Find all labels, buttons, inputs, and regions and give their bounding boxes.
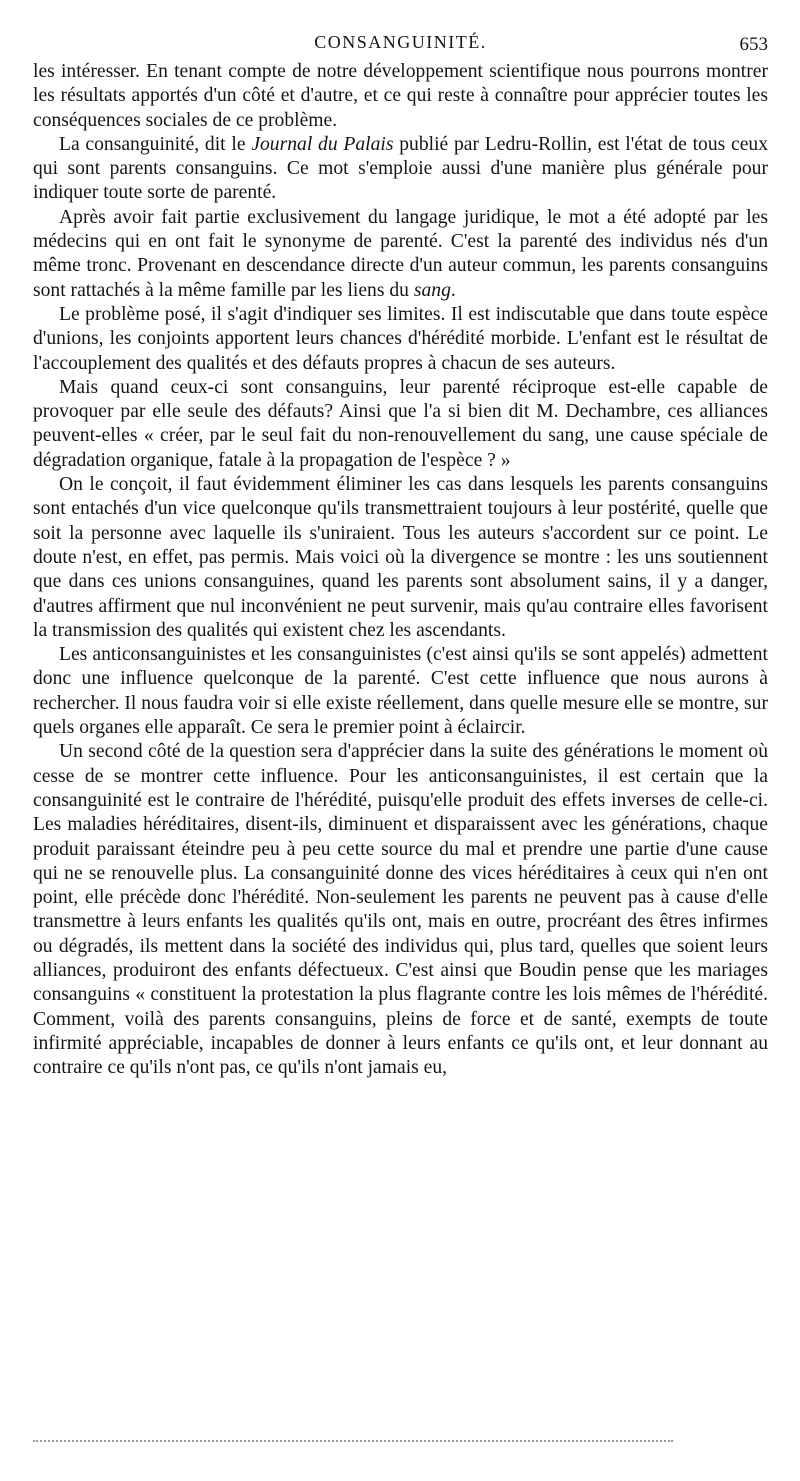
paragraph-8: Un second côté de la question sera d'apprécier dans la suite des générations le moment où cesse de se montrer cette influence. Pour les anticonsanguinistes, il est certain que la consanguinité est le contraire de l'hérédité, puisqu'elle produit des effets inverses de celle-ci. Les maladies héréditaires, disent-ils, diminuent et disparaissent avec les générations, chaque produit paraissant éteindre peu à peu cette source du mal et prendre une partie d'une cause qui ne se renouvelle plus. La consanguinité donne des vices héréditaires à ceux qui n'en ont point, elle précède donc l'hérédité. Non-seulement les parents ne peuvent pas à cause d'elle transmettre à leurs enfants les qualités qu'ils ont, mais en outre, procréant des êtres infirmes ou dégradés, ils mettent dans la société des individus qui, plus tard, quelles que soient leurs alliances, produiront des enfants défectueux. C'est ainsi que Boudin pense que les mariages consanguins « constituent la protestation la plus flagrante contre les lois mêmes de l'hérédité. Comment, voilà des parents consanguins, pleins de force et de santé, exempts de toute infirmité appréciable, incapables de donner à leurs enfants ce qu'ils ont, et leur donnant au contraire ce qu'ils n'ont pas, ce qu'ils n'ont jamais eu,	[33, 741, 768, 1079]
paragraph-2	[33, 133, 768, 206]
running-title: CONSANGUINITÉ.	[314, 32, 487, 52]
paragraph-7: Les anticonsanguinistes et les consanguinistes (c'est ainsi qu'ils se sont appelés) admettent donc une influence quelconque de la parenté. C'est cette influence que nous aurons à rechercher. Il nous faudra voir si elle existe réellement, dans quelle mesure elle se montre, sur quels organes elle apparaît. Ce sera le premier point à éclaircir.	[33, 644, 768, 739]
paragraph-6: On le conçoit, il faut évidemment éliminer les cas dans lesquels les parents consanguins sont entachés d'un vice quelconque qu'ils transmettraient toujours à leur postérité, quelle que soit la personne avec laquelle ils s'uniraient. Tous les auteurs s'accordent sur ce point. Le doute n'est, en effet, pas permis. Mais voici où la divergence se montre : les uns soutiennent que dans ces unions consanguines, quand les parents sont absolument sains, il y a danger, d'autres affirment que nul inconvénient ne peut survenir, mais qu'au contraire elles favorisent la transmission des qualités qui existent chez les ascendants.	[33, 474, 768, 641]
paragraph-1: les intéresser. En tenant compte de notre développement scientifique nous pourrons montrer les résultats apportés d'un côté et d'autre, et ce qui reste à connaître pour apprécier toutes les conséquences sociales de ce problème.	[33, 61, 768, 131]
footer-scan-artifact	[33, 1440, 673, 1442]
paragraph-4: Le problème posé, il s'agit d'indiquer ses limites. Il est indiscutable que dans toute espèce d'unions, les conjoints apportent leurs chances d'hérédité morbide. L'enfant est le résultat de l'accouplement des qualités et des défauts propres à chacun de ses auteurs.	[33, 303, 768, 374]
paragraph-3-before: Après avoir fait partie exclusivement du langage juridique, le mot a été adopté par les médecins qui en ont fait le synonyme de parenté. C'est la parenté des individus nés d'un même tronc. Provenant en descendance directe d'un auteur commun, les parents consanguins sont rattachés à la même famille par les liens du	[33, 206, 768, 301]
page-number: 653	[739, 34, 768, 55]
paragraph-2-after: publié par Ledru-Rollin, est l'état de tous ceux qui sont parents consanguins. Ce mot s'emploie aussi d'une manière plus générale pour indiquer toute sorte de parenté.	[33, 133, 769, 204]
running-head	[33, 26, 768, 56]
journal-title: Journal du Palais	[251, 133, 394, 155]
paragraph-3-after: .	[450, 279, 456, 301]
italic-word: sang	[413, 279, 451, 301]
paragraph-3	[33, 206, 768, 303]
body-text	[33, 60, 768, 1080]
paragraph-2-before: La consanguinité, dit le	[59, 133, 252, 155]
paragraph-5: Mais quand ceux-ci sont consanguins, leur parenté réciproque est-elle capable de provoquer par elle seule des défauts? Ainsi que l'a si bien dit M. Dechambre, ces alliances peuvent-elles « créer, par le seul fait du non-renouvellement du sang, une cause spéciale de dégradation organique, fatale à la propagation de l'espèce ? »	[33, 376, 768, 471]
